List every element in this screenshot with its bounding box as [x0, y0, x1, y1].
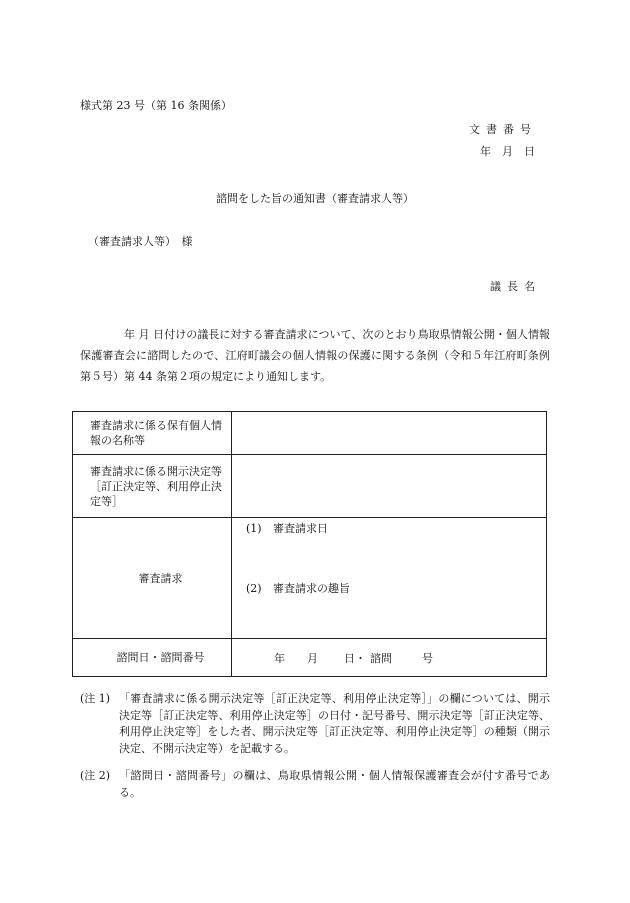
addressee: （審査請求人等） 様 [88, 235, 193, 248]
row1-label: 審査請求に係る保有個人情報の名称等 [73, 412, 232, 455]
table-row [73, 455, 547, 518]
row3-value [232, 518, 547, 639]
request-date-label: 審査請求日 [273, 522, 328, 535]
table-row [73, 518, 547, 639]
request-purpose-item [246, 580, 350, 596]
chair-name: 議長名 [490, 280, 541, 293]
document-number: 文書番号 [469, 123, 537, 136]
item-number: (1) [246, 522, 262, 535]
note-1 [80, 691, 550, 757]
day-unit: 日・ [344, 651, 366, 665]
form-number: 様式第 23 号（第 16 条関係） [80, 99, 232, 112]
notice-table [72, 411, 547, 677]
number-unit: 号 [422, 651, 433, 665]
page-title: 諮問をした旨の通知書（審査請求人等） [216, 192, 414, 205]
row4-value [232, 639, 547, 677]
note-tag: (注 2) [80, 769, 111, 782]
row2-value [232, 455, 547, 518]
year-unit: 年 [274, 651, 285, 665]
item-number: (2) [246, 582, 262, 595]
note-text: 「諮問日・諮問番号」の欄は、鳥取県情報公開・個人情報保護審査会が付す番号である。 [119, 769, 550, 799]
note-text: 「審査請求に係る開示決定等［訂正決定等、利用停止決定等］」の欄については、開示決定等［訂正決定等、利用停止決定等］の日付・記号番号、開示決定等［訂正決定等、利用停止決定等］をした者、開示決定等［訂正決定等、利用停止決定等］の種類（開示決定、不開示決定等）を記載する。 [119, 692, 550, 755]
table-row [73, 639, 547, 677]
row3-label: 審査請求 [73, 518, 232, 639]
row1-value [232, 412, 547, 455]
date-line: 年 月 日 [480, 145, 535, 158]
body-text: 年 月 日付けの議長に対する審査請求について、次のとおり鳥取県情報公開・個人情報保護審査会に諮問したので、江府町議会の個人情報の保護に関する条例（令和５年江府町条例第５号）第 44 条第２項の規定により通知します。 [80, 328, 550, 383]
body-paragraph [80, 324, 550, 387]
request-purpose-label: 審査請求の趣旨 [273, 582, 350, 595]
request-date-item [246, 520, 328, 536]
inquiry-label: 諮問 [370, 651, 392, 665]
row4-label: 諮問日・諮問番号 [73, 639, 232, 677]
table-row [73, 412, 547, 455]
note-2 [80, 768, 550, 801]
note-tag: (注 1) [80, 692, 111, 705]
row2-label: 審査請求に係る開示決定等［訂正決定等、利用停止決定等］ [73, 455, 232, 518]
month-unit: 月 [307, 651, 318, 665]
